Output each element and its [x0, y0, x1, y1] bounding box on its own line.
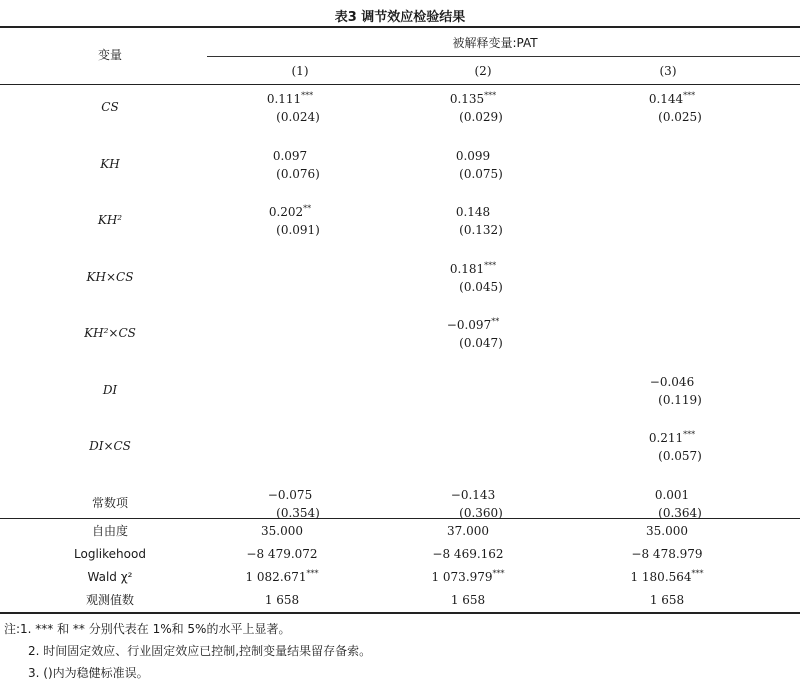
statistic-value: −8 469.162	[432, 547, 504, 561]
bottom-rule	[0, 612, 800, 614]
statistic-value: 1 082.671	[245, 570, 307, 584]
coefficient-cell	[655, 488, 689, 502]
statistic-cell	[630, 570, 703, 584]
coefficient-cell	[269, 205, 311, 219]
coefficient-cell	[456, 205, 490, 219]
statistic-cell	[650, 593, 684, 607]
row-label: KH	[100, 157, 120, 171]
significance-stars: ***	[492, 569, 505, 578]
row-label: KH×CS	[86, 270, 134, 284]
statistic-cell	[646, 524, 688, 538]
statistic-label: 自由度	[91, 524, 129, 538]
top-rule	[0, 26, 800, 28]
coefficient-value: 0.111	[266, 92, 302, 106]
note-2: 2. 时间固定效应、行业固定效应已控制,控制变量结果留存备索。	[28, 644, 372, 658]
row-label: 常数项	[91, 496, 129, 510]
statistic-cell	[261, 524, 303, 538]
statistic-cell	[265, 593, 299, 607]
header-bottom-rule	[0, 84, 800, 85]
statistic-value: −8 479.072	[246, 547, 318, 561]
coefficient-cell	[456, 149, 490, 163]
row-label: DI	[102, 383, 118, 397]
note-3: 3. ()内为稳健标准误。	[28, 666, 149, 680]
coefficient-cell	[273, 149, 307, 163]
standard-error-cell: (0.091)	[276, 223, 320, 237]
row-label: CS	[101, 100, 119, 114]
standard-error-cell: (0.132)	[459, 223, 503, 237]
statistic-cell	[451, 593, 485, 607]
standard-error-cell: (0.364)	[658, 506, 702, 520]
coefficient-value: 0.144	[648, 92, 684, 106]
variable-header: 变量	[97, 48, 123, 62]
coefficient-value: 0.181	[449, 262, 485, 276]
statistic-cell	[432, 547, 503, 561]
statistic-value: 35.000	[646, 524, 688, 538]
standard-error-cell: (0.024)	[276, 110, 320, 124]
coefficient-value: −0.097	[446, 318, 492, 332]
header-partial-rule	[207, 56, 800, 57]
row-label: KH²×CS	[84, 326, 136, 340]
standard-error-cell: (0.045)	[459, 280, 503, 294]
dependent-variable-header: 被解释变量:PAT	[452, 36, 538, 50]
coefficient-value: 0.099	[455, 149, 491, 163]
statistic-label: Loglikehood	[74, 547, 146, 561]
row-label: KH²	[97, 213, 123, 227]
standard-error-cell: (0.029)	[459, 110, 503, 124]
statistic-cell	[431, 570, 504, 584]
statistic-value: 1 658	[264, 593, 300, 607]
standard-error-cell: (0.025)	[658, 110, 702, 124]
significance-stars: ***	[484, 261, 497, 270]
statistic-cell	[447, 524, 489, 538]
coefficient-cell	[650, 375, 694, 389]
standard-error-cell: (0.119)	[658, 393, 702, 407]
column-header-3: (3)	[659, 64, 677, 78]
statistic-cell	[246, 547, 317, 561]
statistic-label: 观测值数	[85, 593, 135, 607]
significance-stars: ***	[683, 91, 696, 100]
coefficient-cell	[267, 92, 313, 106]
coefficient-cell	[450, 262, 496, 276]
statistic-value: 1 658	[450, 593, 486, 607]
row-label: DI×CS	[89, 439, 131, 453]
significance-stars: ***	[484, 91, 497, 100]
statistic-value: 1 073.979	[431, 570, 493, 584]
table-notes	[4, 618, 371, 684]
standard-error-cell: (0.354)	[276, 506, 320, 520]
column-header-2: (2)	[474, 64, 492, 78]
statistic-cell	[245, 570, 318, 584]
standard-error-cell: (0.076)	[276, 167, 320, 181]
statistic-cell	[631, 547, 702, 561]
standard-error-cell: (0.075)	[459, 167, 503, 181]
significance-stars: **	[491, 317, 500, 326]
coefficient-cell	[268, 488, 312, 502]
statistic-value: 1 180.564	[630, 570, 692, 584]
statistic-label: Wald χ²	[87, 570, 133, 584]
coefficient-cell	[649, 431, 695, 445]
statistic-value: 1 658	[649, 593, 685, 607]
coefficient-value: 0.211	[648, 431, 684, 445]
statistic-value: 35.000	[261, 524, 303, 538]
column-header-1: (1)	[291, 64, 309, 78]
statistic-value: 37.000	[447, 524, 489, 538]
note-1: 注:1. *** 和 ** 分别代表在 1%和 5%的水平上显著。	[4, 622, 291, 636]
standard-error-cell: (0.047)	[459, 336, 503, 350]
coefficient-value: −0.075	[267, 488, 313, 502]
coefficient-value: 0.097	[272, 149, 308, 163]
coefficient-cell	[447, 318, 499, 332]
significance-stars: **	[303, 204, 312, 213]
coefficient-value: −0.143	[450, 488, 496, 502]
coefficient-value: −0.046	[649, 375, 695, 389]
standard-error-cell: (0.360)	[459, 506, 503, 520]
coefficient-cell	[451, 488, 495, 502]
significance-stars: ***	[301, 91, 314, 100]
significance-stars: ***	[306, 569, 319, 578]
coefficient-value: 0.148	[455, 205, 491, 219]
standard-error-cell: (0.057)	[658, 449, 702, 463]
coefficient-value: 0.001	[654, 488, 690, 502]
coefficient-cell	[450, 92, 496, 106]
coefficient-value: 0.202	[268, 205, 304, 219]
statistic-value: −8 478.979	[631, 547, 703, 561]
significance-stars: ***	[691, 569, 704, 578]
significance-stars: ***	[683, 430, 696, 439]
table-title: 表3 调节效应检验结果	[334, 10, 466, 25]
coefficient-value: 0.135	[449, 92, 485, 106]
coefficient-cell	[649, 92, 695, 106]
